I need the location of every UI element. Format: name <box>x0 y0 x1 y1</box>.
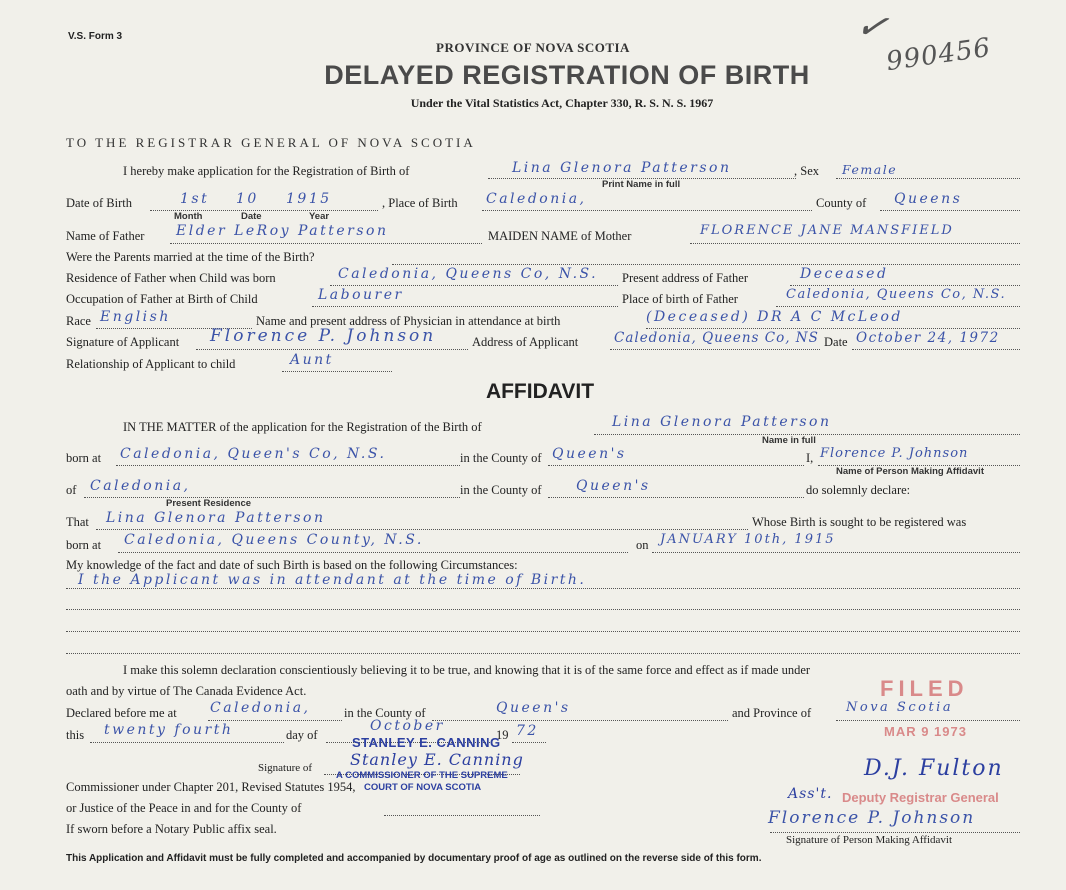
mother-label: MAIDEN NAME of Mother <box>488 229 632 243</box>
birthplace-father-label: Place of birth of Father <box>622 292 738 306</box>
day-of-label: day of <box>286 728 318 742</box>
of-value: Caledonia, <box>90 478 191 494</box>
mother-maiden-name: FLORENCE JANE MANSFIELD <box>700 223 954 238</box>
relationship-value: Aunt <box>290 352 334 368</box>
father-label: Name of Father <box>66 229 145 243</box>
solemn-declaration-1: I make this solemn declaration conscientiously believing it to be true, and knowing that it is of the same force and effect as if made under <box>123 663 811 677</box>
present-residence-caption: Present Residence <box>166 498 252 509</box>
born-at2-value: Caledonia, Queens County, N.S. <box>124 532 424 548</box>
declared-label: Declared before me at <box>66 706 177 720</box>
application-date: October 24, 1972 <box>856 330 1000 346</box>
sex-label: , Sex <box>794 164 819 178</box>
month-value: October <box>370 718 445 734</box>
dob-month: 10 <box>236 191 259 207</box>
in-county-label-3: in the County of <box>344 706 426 720</box>
affiant-signature-caption: Signature of Person Making Affidavit <box>786 834 952 846</box>
father-name: Elder LeRoy Patterson <box>176 223 389 239</box>
county-label: County of <box>816 196 867 210</box>
place-of-birth: Caledonia, <box>486 191 587 207</box>
solemn-declaration-2: oath and by virtue of The Canada Evidence Act. <box>66 684 307 698</box>
affiant-signature: Florence P. Johnson <box>768 808 976 828</box>
present-father-label: Present address of Father <box>622 271 749 285</box>
declare-label: do solemnly declare: <box>806 483 911 497</box>
commissioner-signature: Stanley E. Canning <box>350 750 524 769</box>
physician-value: (Deceased) DR A C McLeod <box>646 309 903 325</box>
father-present-address: Deceased <box>800 266 889 282</box>
res-father-label: Residence of Father when Child was born <box>66 271 276 285</box>
month-caption: Month <box>174 211 203 222</box>
filed-date-stamp: MAR 9 1973 <box>884 724 967 739</box>
race-value: English <box>100 309 171 325</box>
county-value-1: Queen's <box>552 446 627 462</box>
affiant-name: Florence P. Johnson <box>820 446 969 461</box>
race-label: Race <box>66 314 91 328</box>
father-residence: Caledonia, Queens Co, N.S. <box>338 266 599 282</box>
commissioner-name-stamp: STANLEY E. CANNING <box>352 735 501 750</box>
affidavit-line1-label: IN THE MATTER of the application for the Registration of the Birth of <box>123 420 482 434</box>
applicant-sig-label: Signature of Applicant <box>66 335 180 349</box>
physician-label: Name and present address of Physician in attendance at birth <box>256 314 561 328</box>
check-mark-icon: ✓ <box>851 3 892 51</box>
serial-number: 990456 <box>884 32 993 78</box>
declared-at-value: Caledonia, <box>210 700 311 716</box>
that-label: That <box>66 515 89 529</box>
asst-label: Ass't. <box>788 786 833 802</box>
sex-value: Female <box>842 162 898 177</box>
born-at-value: Caledonia, Queen's Co, N.S. <box>120 446 387 462</box>
affidavit-heading: AFFIDAVIT <box>485 380 595 403</box>
year-caption: Year <box>309 211 330 222</box>
of-label: of <box>66 483 77 497</box>
date-caption: Date <box>241 211 262 222</box>
affiant-caption: Name of Person Making Affidavit <box>836 466 984 477</box>
day-value: twenty fourth <box>104 722 234 738</box>
act-subtitle: Under the Vital Statistics Act, Chapter 330, R. S. N. S. 1967 <box>410 96 714 110</box>
place-label: , Place of Birth <box>382 196 458 210</box>
i-label: I, <box>806 451 814 465</box>
commissioner-title-2: COURT OF NOVA SCOTIA <box>364 782 482 793</box>
filed-stamp: FILED <box>880 676 969 701</box>
year-prefix: 19 <box>496 728 509 742</box>
knowledge-label: My knowledge of the fact and date of such Birth is based on the following Circumstances: <box>66 558 518 572</box>
print-name-caption: Print Name in full <box>602 179 681 190</box>
dob-day: 1st <box>180 191 210 207</box>
applicant-address: Caledonia, Queens Co, NS <box>614 330 819 346</box>
deputy-registrar-title: Deputy Registrar General <box>842 790 999 805</box>
that-value: Lina Glenora Patterson <box>106 510 326 526</box>
child-name: Lina Glenora Patterson <box>512 160 732 176</box>
page-title: DELAYED REGISTRATION OF BIRTH <box>324 60 810 90</box>
form-number: V.S. Form 3 <box>68 31 123 42</box>
dob-label: Date of Birth <box>66 196 132 210</box>
father-birthplace: Caledonia, Queens Co, N.S. <box>786 287 1007 302</box>
name-in-full-caption: Name in full <box>762 435 816 446</box>
applicant-signature: Florence P. Johnson <box>210 326 437 346</box>
married-label: Were the Parents married at the time of the Birth? <box>66 250 315 264</box>
justice-line: or Justice of the Peace in and for the County of <box>66 801 302 815</box>
whose-birth-label: Whose Birth is sought to be registered was <box>752 515 967 529</box>
to-registrar-heading: TO THE REGISTRAR GENERAL OF NOVA SCOTIA <box>66 135 476 150</box>
relationship-label: Relationship of Applicant to child <box>66 357 236 371</box>
county-of-birth: Queens <box>894 191 963 207</box>
father-occupation: Labourer <box>318 287 404 303</box>
applicant-address-label: Address of Applicant <box>472 335 579 349</box>
born-at2-label: born at <box>66 538 102 552</box>
on-label: on <box>636 538 649 552</box>
dob-year: 1915 <box>286 191 332 207</box>
province-value: Nova Scotia <box>846 700 954 715</box>
date-label: Date <box>824 335 848 349</box>
notary-line: If sworn before a Notary Public affix seal. <box>66 822 277 836</box>
knowledge-value: I the Applicant was in attendant at the time of Birth. <box>78 572 587 588</box>
on-value: JANUARY 10th, 1915 <box>660 532 836 547</box>
province-label: and Province of <box>732 706 812 720</box>
county-value-2: Queen's <box>576 478 651 494</box>
province-heading: PROVINCE OF NOVA SCOTIA <box>436 40 630 55</box>
county-value-3: Queen's <box>496 700 571 716</box>
affidavit-child-name: Lina Glenora Patterson <box>612 414 832 430</box>
born-at-label: born at <box>66 451 102 465</box>
footer-note: This Application and Affidavit must be fully completed and accompanied by documentary proof of age as outlined on the reverse side of this form. <box>66 853 762 864</box>
commissioner-line: Commissioner under Chapter 201, Revised Statutes 1954, <box>66 780 356 794</box>
year-value: 72 <box>516 723 539 739</box>
occupation-label: Occupation of Father at Birth of Child <box>66 292 258 306</box>
in-county-label-1: in the County of <box>460 451 542 465</box>
this-label: this <box>66 728 85 742</box>
commissioner-title-1: A COMMISSIONER OF THE SUPREME <box>336 770 508 781</box>
signature-of-label: Signature of <box>258 762 313 774</box>
registrar-signature: D.J. Fulton <box>864 756 1004 781</box>
app-line1-prefix: I hereby make application for the Registration of Birth of <box>123 164 410 178</box>
in-county-label-2: in the County of <box>460 483 542 497</box>
